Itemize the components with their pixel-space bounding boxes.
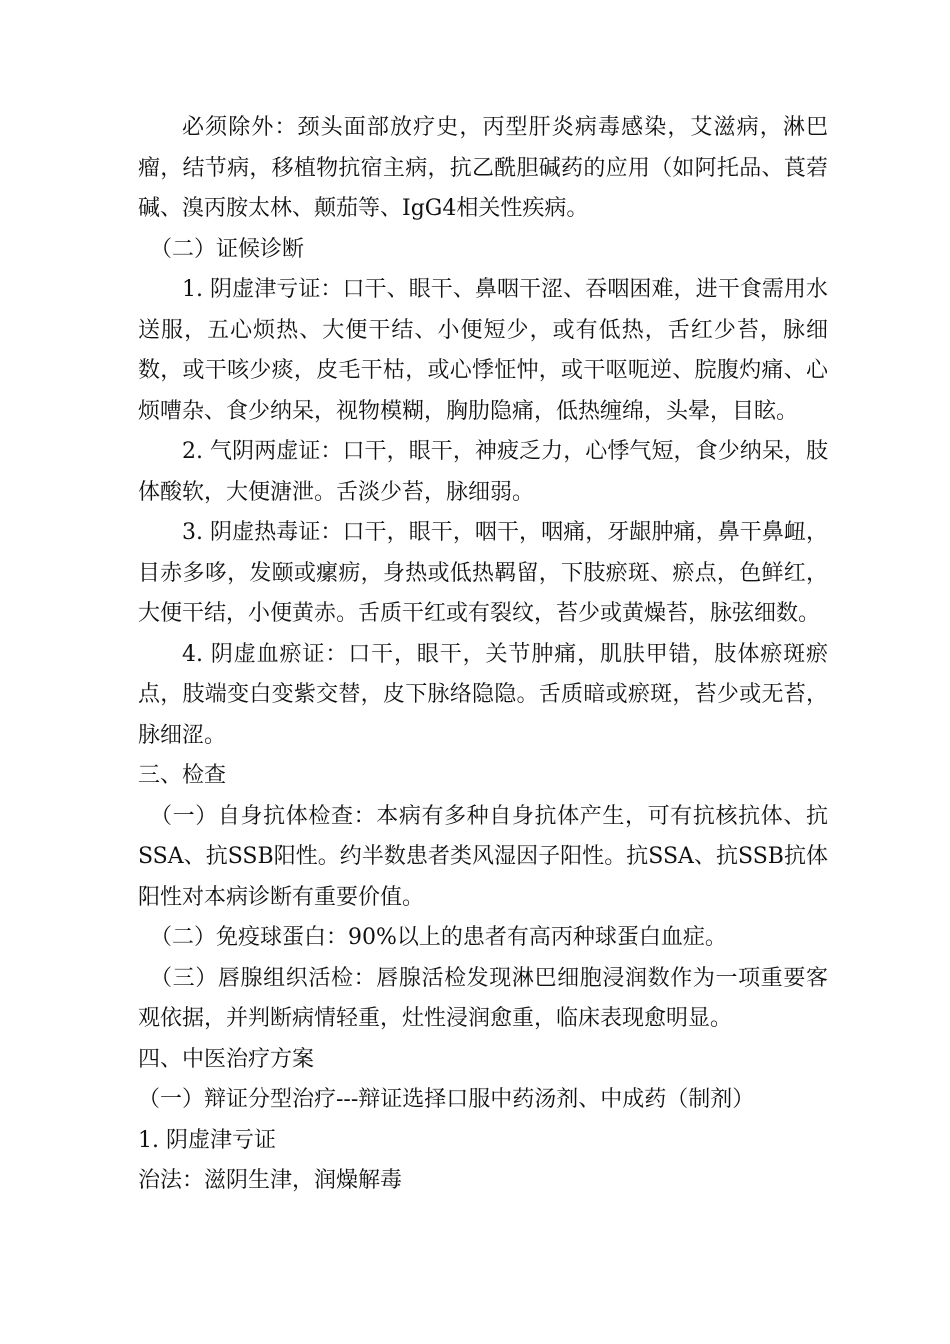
document-page	[138, 108, 828, 1202]
syndrome-item-3: 3. 阴虚热毒证：口干，眼干，咽干，咽痛，牙龈肿痛，鼻干鼻衄，目赤多哆，发颐或瘰疬，身热或低热羁留，下肢瘀斑、瘀点，色鲜红，大便干结，小便黄赤。舌质干红或有裂纹，苔少或黄燥苔，脉弦细数。	[138, 520, 828, 626]
section-heading-examination: 三、检查	[138, 763, 227, 788]
section-heading-tcm-treatment: 四、中医治疗方案	[138, 1046, 315, 1072]
exclusion-paragraph: 必须除外：颈头面部放疗史，丙型肝炎病毒感染，艾滋病，淋巴瘤，结节病，移植物抗宿主病，抗乙酰胆碱药的应用（如阿托品、莨菪碱、溴丙胺太林、颠茄等、IgG4相关性疾病。	[138, 115, 828, 221]
treatment-method: 治法：滋阴生津，润燥解毒	[138, 1168, 403, 1193]
syndrome-item-1: 1. 阴虚津亏证：口干、眼干、鼻咽干涩、吞咽困难，进干食需用水送服，五心烦热、大便干结、小便短少，或有低热，舌红少苔，脉细数，或干咳少痰，皮毛干枯，或心悸怔忡，或干呕呃逆、脘腹灼痛、心烦嘈杂、食少纳呆，视物模糊，胸肋隐痛，低热缠绵，头晕，目眩。	[138, 277, 828, 424]
exam-autoantibody: （一）自身抗体检查：本病有多种自身抗体产生，可有抗核抗体、抗SSA、抗SSB阳性。约半数患者类风湿因子阳性。抗SSA、抗SSB抗体阳性对本病诊断有重要价值。	[138, 803, 828, 910]
treatment-item-1-heading: 1. 阴虚津亏证	[138, 1127, 276, 1153]
exam-lip-biopsy: （三）唇腺组织活检：唇腺活检发现淋巴细胞浸润数作为一项重要客观依据，并判断病情轻重，灶性浸润愈重，临床表现愈明显。	[138, 965, 828, 1031]
syndrome-item-4: 4. 阴虚血瘀证：口干，眼干，关节肿痛，肌肤甲错，肢体瘀斑瘀点，肢端变白变紫交替，皮下脉络隐隐。舌质暗或瘀斑，苔少或无苔，脉细涩。	[138, 641, 828, 748]
syndrome-item-2: 2. 气阴两虚证：口干，眼干，神疲乏力，心悸气短，食少纳呆，肢体酸软，大便溏泄。舌淡少苔，脉细弱。	[138, 439, 828, 505]
exam-immunoglobulin: （二）免疫球蛋白：90%以上的患者有高丙种球蛋白血症。	[150, 925, 727, 950]
section-heading-syndrome-diagnosis: （二）证候诊断	[150, 236, 305, 262]
subsection-heading-syndrome-treatment: （一）辩证分型治疗---辩证选择口服中药汤剂、中成药（制剂）	[138, 1087, 755, 1112]
